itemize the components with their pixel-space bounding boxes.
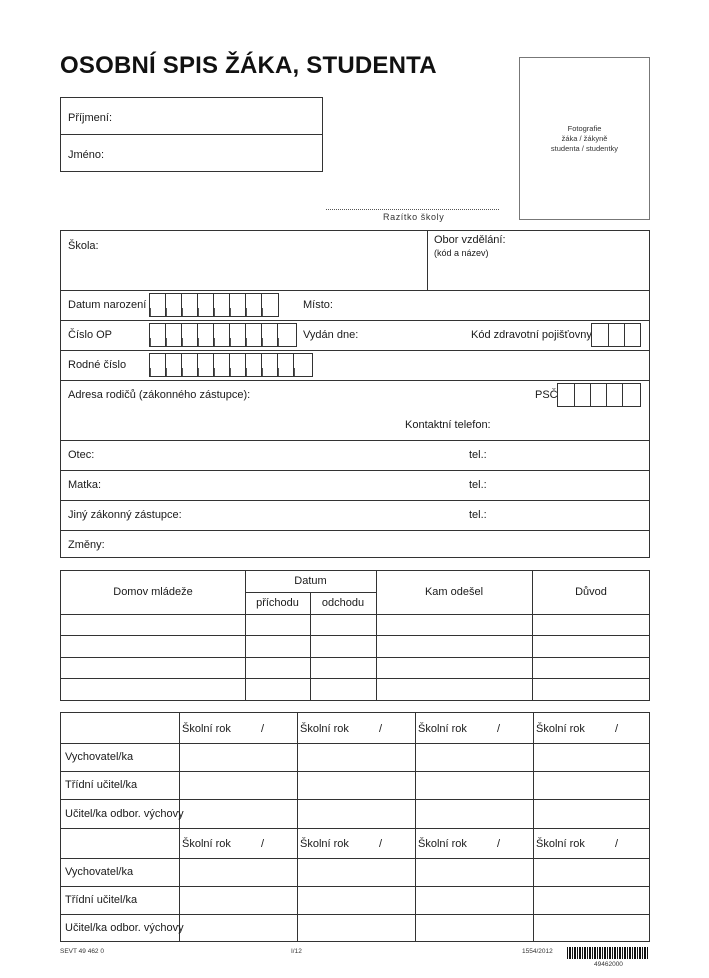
surname-label: Příjmení: <box>68 112 113 124</box>
parents-address-label: Adresa rodičů (zákonného zástupce): <box>68 389 251 401</box>
psc-label: PSČ <box>535 389 558 401</box>
field-of-study-label: Obor vzdělání: <box>434 234 506 246</box>
row-vocational-teacher-2: Učitel/ka odbor. výchovy <box>65 922 184 934</box>
changes-label: Změny: <box>68 539 105 551</box>
row-educator-1: Vychovatel/ka <box>65 751 134 763</box>
birth-number-label: Rodné číslo <box>68 359 127 371</box>
teachers-table <box>60 712 650 942</box>
psc-input[interactable] <box>557 383 641 407</box>
slash-1: / <box>261 723 265 735</box>
divider <box>61 380 649 381</box>
divider <box>61 350 649 351</box>
mother-label: Matka: <box>68 479 102 491</box>
insurance-code-label: Kód zdravotní pojišťovny <box>471 329 592 341</box>
personal-data-box <box>60 230 650 558</box>
slash-5: / <box>261 838 265 850</box>
slash-3: / <box>497 723 501 735</box>
slash-2: / <box>379 723 383 735</box>
birth-number-input[interactable] <box>149 353 313 377</box>
firstname-label: Jméno: <box>68 149 105 161</box>
divider <box>61 500 649 501</box>
footer-page: I/12 <box>291 948 302 955</box>
school-year-2: Školní rok <box>300 723 349 735</box>
id-number-input[interactable] <box>149 323 297 347</box>
divider <box>61 440 649 441</box>
birth-date-label: Datum narození <box>68 299 147 311</box>
divider <box>61 530 649 531</box>
dorm-table <box>60 570 650 701</box>
contact-phone-label: Kontaktní telefon: <box>405 419 491 431</box>
photo-label-1: Fotografie <box>567 124 602 133</box>
divider <box>61 320 649 321</box>
id-number-label: Číslo OP <box>68 329 113 341</box>
row-class-teacher-2: Třídní učitel/ka <box>65 894 138 906</box>
divider <box>427 231 428 290</box>
photo-label-3: studenta / studentky <box>550 144 619 153</box>
insurance-code-input[interactable] <box>591 323 641 347</box>
issued-label: Vydán dne: <box>303 329 359 341</box>
row-class-teacher-1: Třídní učitel/ka <box>65 779 138 791</box>
field-code-label: (kód a název) <box>434 248 489 258</box>
name-box <box>60 97 323 172</box>
barcode <box>567 947 648 959</box>
school-year-5: Školní rok <box>182 838 231 850</box>
photo-label-2: žáka / žákyně <box>561 134 608 143</box>
date-header: Datum <box>294 575 327 587</box>
guardian-tel-label: tel.: <box>469 509 487 521</box>
footer-form-number: 1554/2012 <box>522 948 553 955</box>
slash-4: / <box>615 723 619 735</box>
row-educator-2: Vychovatel/ka <box>65 866 134 878</box>
barcode-number: 49462000 <box>594 961 623 968</box>
school-year-8: Školní rok <box>536 838 585 850</box>
mother-tel-label: tel.: <box>469 479 487 491</box>
place-label: Místo: <box>303 299 333 311</box>
page-title: OSOBNÍ SPIS ŽÁKA, STUDENTA <box>60 52 437 79</box>
school-year-7: Školní rok <box>418 838 467 850</box>
father-tel-label: tel.: <box>469 449 487 461</box>
arrival-header: příchodu <box>256 597 299 609</box>
divider <box>61 290 649 291</box>
slash-8: / <box>615 838 619 850</box>
stamp-line <box>326 209 499 210</box>
reason-header: Důvod <box>575 586 607 598</box>
school-year-6: Školní rok <box>300 838 349 850</box>
school-label: Škola: <box>68 240 99 252</box>
school-year-1: Školní rok <box>182 723 231 735</box>
dorm-header: Domov mládeže <box>113 586 193 598</box>
school-year-3: Školní rok <box>418 723 467 735</box>
divider <box>61 470 649 471</box>
where-header: Kam odešel <box>424 586 484 598</box>
departure-header: odchodu <box>321 597 365 609</box>
slash-6: / <box>379 838 383 850</box>
birth-date-input[interactable] <box>149 293 279 317</box>
stamp-label: Razítko školy <box>383 212 445 222</box>
slash-7: / <box>497 838 501 850</box>
father-label: Otec: <box>68 449 95 461</box>
footer-code: SEVT 49 462 0 <box>60 948 104 955</box>
firstname-field[interactable] <box>61 135 322 171</box>
photo-box[interactable] <box>519 57 650 220</box>
row-vocational-teacher-1: Učitel/ka odbor. výchovy <box>65 808 184 820</box>
guardian-label: Jiný zákonný zástupce: <box>68 509 182 521</box>
school-year-4: Školní rok <box>536 723 585 735</box>
surname-field[interactable] <box>61 98 322 135</box>
